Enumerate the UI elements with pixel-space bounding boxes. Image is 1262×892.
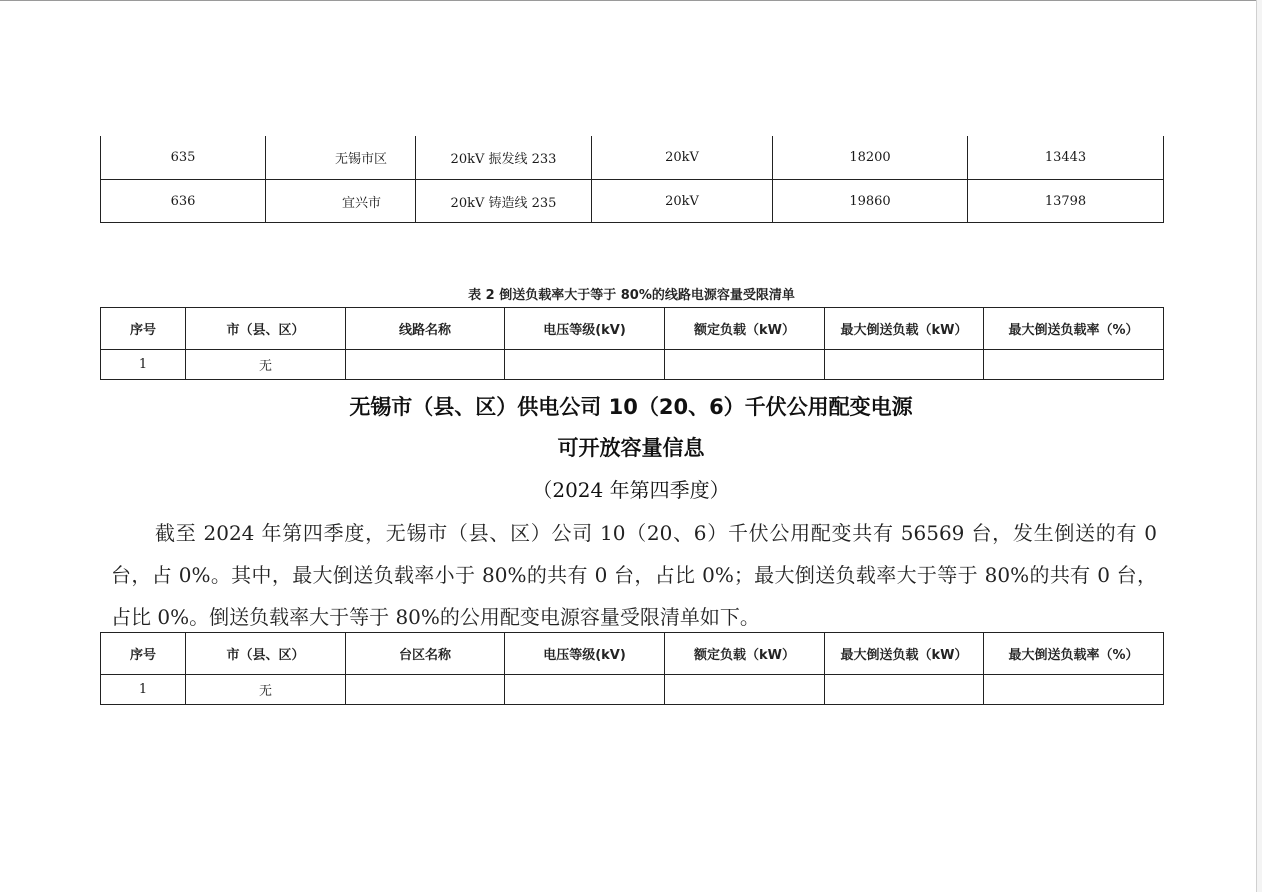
section-period: （2024 年第四季度） [532,478,730,502]
table-row [101,136,1164,180]
header-rated-load: 额定负载（kW） [665,308,825,350]
cell-city: 无 [186,675,346,705]
section-title-line2: 可开放容量信息 [557,436,705,460]
table-row [101,180,1164,223]
header-max-reverse-load: 最大倒送负载（kW） [825,308,984,350]
header-max-reverse-rate: 最大倒送负载率（%） [984,308,1164,350]
header-city: 市（县、区） [186,308,346,350]
cell-voltage: 20kV [592,180,773,223]
cell-max-reverse-load [825,350,984,380]
cell-rated-load [665,675,825,705]
cell-line-name: 20kV 振发线 233 [416,136,592,180]
section-paragraph: 截至 2024 年第四季度，无锡市（县、区）公司 10（20、6）千伏公用配变共有 56569 台，发生倒送的有 0 台，占 0%。其中，最大倒送负载率小于 80%的共有 0 台，占比 0%；最大倒送负载率大于等于 80%的共有 0 台，占比 0%。倒送负载率大于等于 80%的公用配变电源容量受限清单如下。 [111,521,1157,629]
cell-max-reverse-rate [984,675,1164,705]
cell-index: 635 [101,136,266,180]
header-rated-load: 额定负载（kW） [665,633,825,675]
cell-index: 636 [101,180,266,223]
line-capacity-limited-table [100,307,1164,380]
page-top-border [0,0,1262,1]
cell-max-reverse-load [825,675,984,705]
cell-line-name [346,350,505,380]
header-index: 序号 [101,308,186,350]
cell-max-load: 13798 [968,180,1164,223]
header-area-name: 台区名称 [346,633,505,675]
cell-rated-load [665,350,825,380]
header-city: 市（县、区） [186,633,346,675]
table-row [101,675,1164,705]
table2-caption: 表 2 倒送负载率大于等于 80%的线路电源容量受限清单 [468,288,795,303]
header-max-reverse-rate: 最大倒送负载率（%） [984,633,1164,675]
header-voltage: 电压等级(kV) [505,308,665,350]
cell-city: 宜兴市 [266,180,416,223]
header-index: 序号 [101,633,186,675]
header-voltage: 电压等级(kV) [505,633,665,675]
cell-city: 无 [186,350,346,380]
section-title-line1: 无锡市（县、区）供电公司 10（20、6）千伏公用配变电源 [349,395,913,419]
line-capacity-table-continued [100,136,1164,223]
cell-max-reverse-rate [984,350,1164,380]
cell-index: 1 [101,350,186,380]
transformer-capacity-limited-table [100,632,1164,705]
cell-voltage [505,350,665,380]
cell-voltage: 20kV [592,136,773,180]
table-header-row [101,633,1164,675]
header-line-name: 线路名称 [346,308,505,350]
cell-rated-load: 18200 [773,136,968,180]
cell-rated-load: 19860 [773,180,968,223]
cell-max-load: 13443 [968,136,1164,180]
table-header-row [101,308,1164,350]
header-max-reverse-load: 最大倒送负载（kW） [825,633,984,675]
table-row [101,350,1164,380]
cell-index: 1 [101,675,186,705]
cell-line-name: 20kV 铸造线 235 [416,180,592,223]
cell-area-name [346,675,505,705]
cell-city: 无锡市区 [266,136,416,180]
cell-voltage [505,675,665,705]
